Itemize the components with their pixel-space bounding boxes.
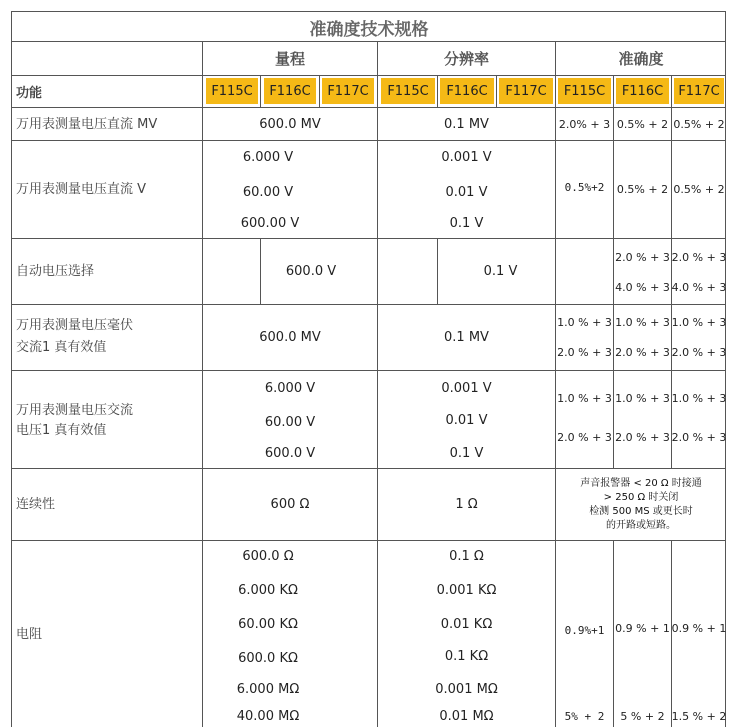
accuracy-value: 0.5% + 2	[616, 182, 669, 196]
continuity-note-line: > 250 Ω 时关闭	[603, 492, 679, 503]
resolution-value: 0.1 KΩ	[444, 648, 489, 664]
function-dc-v: 万用表测量电压直流 V	[16, 182, 147, 197]
resolution-value: 1 Ω	[455, 497, 478, 512]
accuracy-value: 4.0 % + 3	[615, 280, 670, 294]
resolution-model-f117c: F117C	[499, 78, 553, 104]
accuracy-model-f117c: F117C	[674, 78, 724, 104]
accuracy-value: 1.5 % + 2	[671, 709, 727, 723]
function-continuity: 连续性	[16, 497, 56, 512]
function-ac-mv-line2: 交流1 真有效值	[16, 339, 107, 355]
accuracy-value: 2.0 % + 3	[671, 250, 727, 264]
accuracy-value: 0.9%+1	[564, 623, 605, 637]
range-model-f116c: F116C	[264, 78, 316, 104]
accuracy-value: 1.0 % + 3	[671, 391, 727, 405]
resolution-value: 0.01 V	[445, 184, 488, 200]
continuity-note-line: 声音报警器 < 20 Ω 时接通	[580, 478, 702, 489]
accuracy-value: 0.5% + 2	[673, 182, 725, 196]
range-value: 60.00 KΩ	[238, 616, 298, 632]
accuracy-value: 1.0 % + 3	[557, 315, 612, 329]
resolution-value: 0.1 Ω	[449, 548, 484, 564]
range-value: 60.00 V	[242, 184, 294, 200]
page-title: 准确度技术规格	[309, 19, 429, 40]
continuity-note-line: 的开路或短路。	[606, 520, 676, 531]
function-ac-v-line1: 万用表测量电压交流	[16, 402, 134, 418]
accuracy-value: 5 % + 2	[620, 709, 665, 723]
range-model-f117c: F117C	[322, 78, 374, 104]
resolution-value: 0.001 KΩ	[436, 582, 497, 598]
range-value: 60.00 V	[264, 414, 316, 430]
range-value: 6.000 MΩ	[236, 681, 300, 697]
accuracy-value: 2.0 % + 3	[615, 430, 670, 444]
range-value: 40.00 MΩ	[236, 708, 300, 724]
resolution-value: 0.001 V	[441, 149, 492, 165]
function-ac-v-line2: 电压1 真有效值	[16, 422, 107, 438]
resolution-value: 0.1 V	[449, 215, 484, 231]
range-value: 600.00 V	[240, 215, 300, 231]
range-value: 600.0 V	[285, 264, 337, 279]
accuracy-value: 1.0 % + 3	[615, 391, 670, 405]
resolution-value: 0.01 V	[445, 412, 488, 428]
accuracy-model-f116c: F116C	[616, 78, 669, 104]
resolution-group-header: 分辨率	[443, 50, 489, 68]
range-value: 600 Ω	[270, 497, 310, 512]
resolution-value: 0.1 MV	[444, 330, 489, 345]
accuracy-value: 4.0 % + 3	[671, 280, 727, 294]
range-value: 6.000 V	[242, 149, 294, 165]
accuracy-value: 2.0% + 3	[558, 117, 611, 131]
accuracy-value: 0.9 % + 1	[671, 621, 727, 635]
resolution-value: 0.1 V	[449, 445, 484, 461]
accuracy-value: 2.0 % + 3	[671, 430, 727, 444]
range-value: 6.000 V	[264, 380, 316, 396]
accuracy-value: 1.0 % + 3	[557, 391, 612, 405]
resolution-value: 0.001 V	[441, 380, 492, 396]
accuracy-value: 2.0 % + 3	[557, 345, 612, 359]
resolution-value: 0.1 V	[483, 264, 518, 279]
range-value: 600.0 Ω	[242, 548, 294, 564]
accuracy-value: 0.5% + 2	[616, 117, 669, 131]
range-value: 600.0 KΩ	[238, 650, 298, 666]
accuracy-group-header: 准确度	[618, 50, 664, 68]
accuracy-value: 2.0 % + 3	[615, 250, 670, 264]
resolution-model-f116c: F116C	[440, 78, 494, 104]
resolution-value: 0.01 MΩ	[439, 708, 494, 724]
function-column-header: 功能	[16, 86, 43, 101]
function-auto-voltage: 自动电压选择	[16, 264, 95, 279]
range-model-f115c: F115C	[206, 78, 258, 104]
range-value: 600.0 V	[264, 445, 316, 461]
continuity-note	[556, 472, 726, 538]
accuracy-value: 1.0 % + 3	[615, 315, 670, 329]
resolution-value: 0.001 MΩ	[435, 681, 498, 697]
accuracy-value: 1.0 % + 3	[671, 315, 727, 329]
function-dc-mv: 万用表测量电压直流 MV	[16, 116, 158, 132]
resolution-value: 0.01 KΩ	[440, 616, 493, 632]
accuracy-value: 5% + 2	[564, 709, 605, 723]
accuracy-value: 0.5%+2	[564, 180, 605, 194]
accuracy-value: 2.0 % + 3	[615, 345, 670, 359]
accuracy-value: 0.9 % + 1	[615, 621, 670, 635]
range-group-header: 量程	[274, 50, 305, 68]
range-value: 6.000 KΩ	[238, 582, 298, 598]
range-value: 600.0 MV	[259, 330, 321, 345]
accuracy-model-f115c: F115C	[558, 78, 611, 104]
range-value: 600.0 MV	[259, 116, 321, 132]
resolution-value: 0.1 MV	[444, 116, 489, 132]
accuracy-value: 0.5% + 2	[673, 117, 725, 131]
function-ac-mv-line1: 万用表测量电压毫伏	[16, 317, 134, 333]
resolution-model-f115c: F115C	[381, 78, 435, 104]
accuracy-value: 2.0 % + 3	[557, 430, 612, 444]
function-resistance: 电阻	[16, 626, 43, 642]
accuracy-value: 2.0 % + 3	[671, 345, 727, 359]
continuity-note-line: 检测 500 MS 或更长时	[589, 506, 693, 517]
